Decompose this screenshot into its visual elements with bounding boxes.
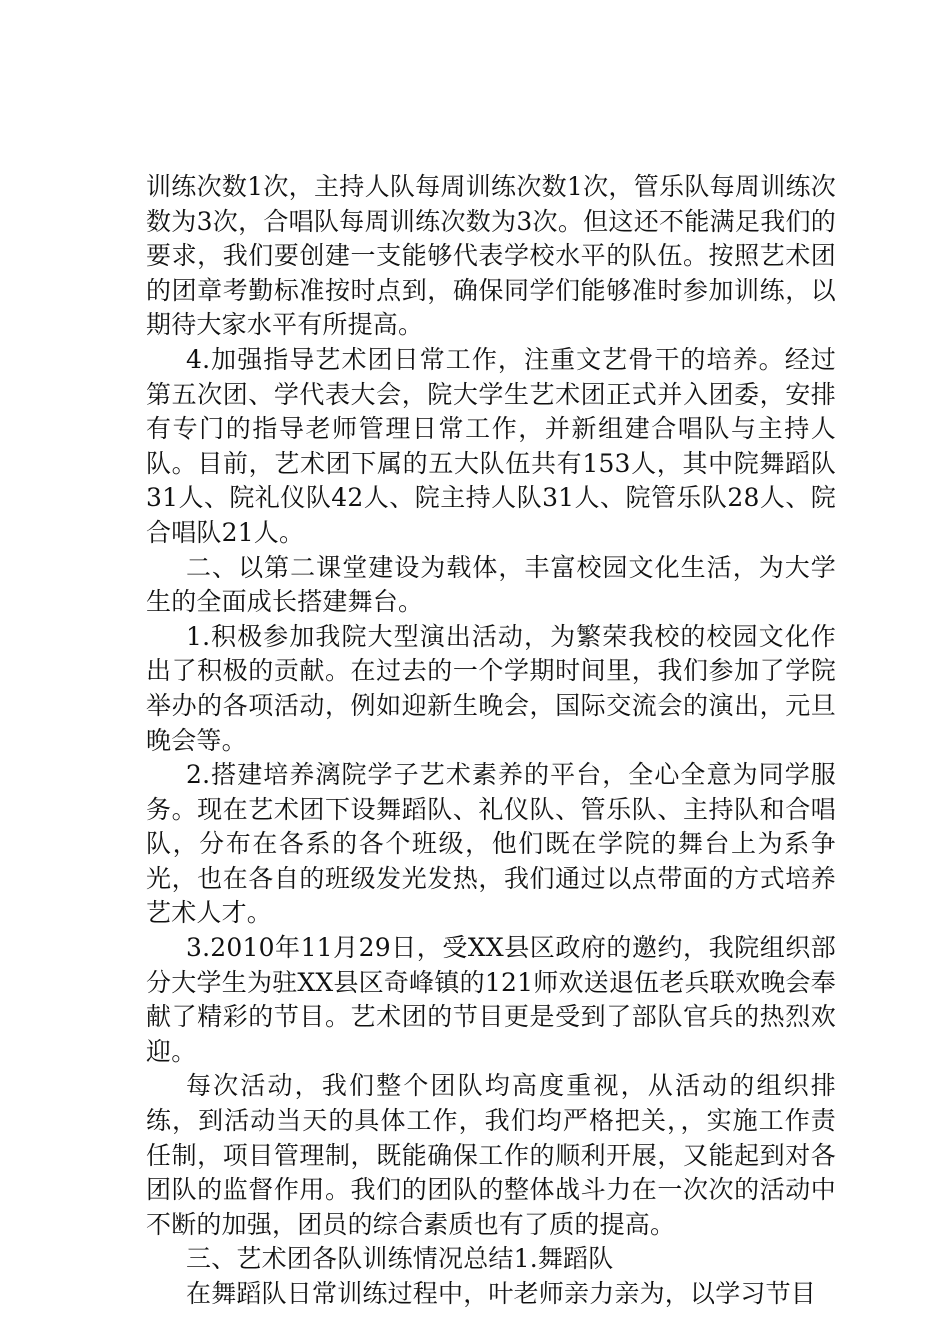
section-heading-second-classroom: 二、以第二课堂建设为载体，丰富校园文化生活，为大学生的全面成长搭建舞台。: [146, 552, 836, 617]
paragraph-art-platform: 2.搭建培养漓院学子艺术素养的平台，全心全意为同学服务。现在艺术团下设舞蹈队、礼仪队、管乐队、主持队和合唱队，分布在各系的各个班级，他们既在学院的舞台上为系争光，也在各自的班级发光发热，我们通过以点带面的方式培养艺术人才。: [146, 760, 836, 928]
paragraph-guidance-work: 4.加强指导艺术团日常工作，注重文艺骨干的培养。经过第五次团、学代表大会，院大学生艺术团正式并入团委，安排有专门的指导老师管理日常工作，并新组建合唱队与主持人队。目前，艺术团下属的五大队伍共有153人，其中院舞蹈队31人、院礼仪队42人、院主持人队31人、院管乐队28人、院合唱队21人。: [146, 344, 836, 547]
paragraph-dance-team: 在舞蹈队日常训练过程中，叶老师亲力亲为，以学习节目: [186, 1279, 817, 1308]
paragraph-training-frequency: 训练次数1次，主持人队每周训练次数1次，管乐队每周训练次数为3次，合唱队每周训练次数为3次。但这还不能满足我们的要求，我们要创建一支能够代表学校水平的队伍。按照艺术团的团章考勤标准按时点到，确保同学们能够准时参加训练，以期待大家水平有所提高。: [146, 172, 836, 340]
paragraph-veteran-farewell: 3.2010年11月29日，受XX县区政府的邀约，我院组织部分大学生为驻XX县区奇峰镇的121师欢送退伍老兵联欢晚会奉献了精彩的节目。艺术团的节目更是受到了部队官兵的热烈欢迎。: [146, 933, 836, 1066]
paragraph-performance-activities: 1.积极参加我院大型演出活动，为繁荣我校的校园文化作出了积极的贡献。在过去的一个学期时间里，我们参加了学院举办的各项活动，例如迎新生晚会，国际交流会的演出，元旦晚会等。: [146, 621, 836, 755]
document-body: [146, 170, 836, 1312]
section-heading-team-training: 三、艺术团各队训练情况总结1.舞蹈队: [186, 1244, 614, 1274]
paragraph-team-attention: 每次活动，我们整个团队均高度重视，从活动的组织排练，到活动当天的具体工作，我们均严格把关，，实施工作责任制，项目管理制，既能确保工作的顺利开展，又能起到对各团队的监督作用。我们的团队的整体战斗力在一次次的活动中不断的加强，团员的综合素质也有了质的提高。: [146, 1071, 836, 1239]
